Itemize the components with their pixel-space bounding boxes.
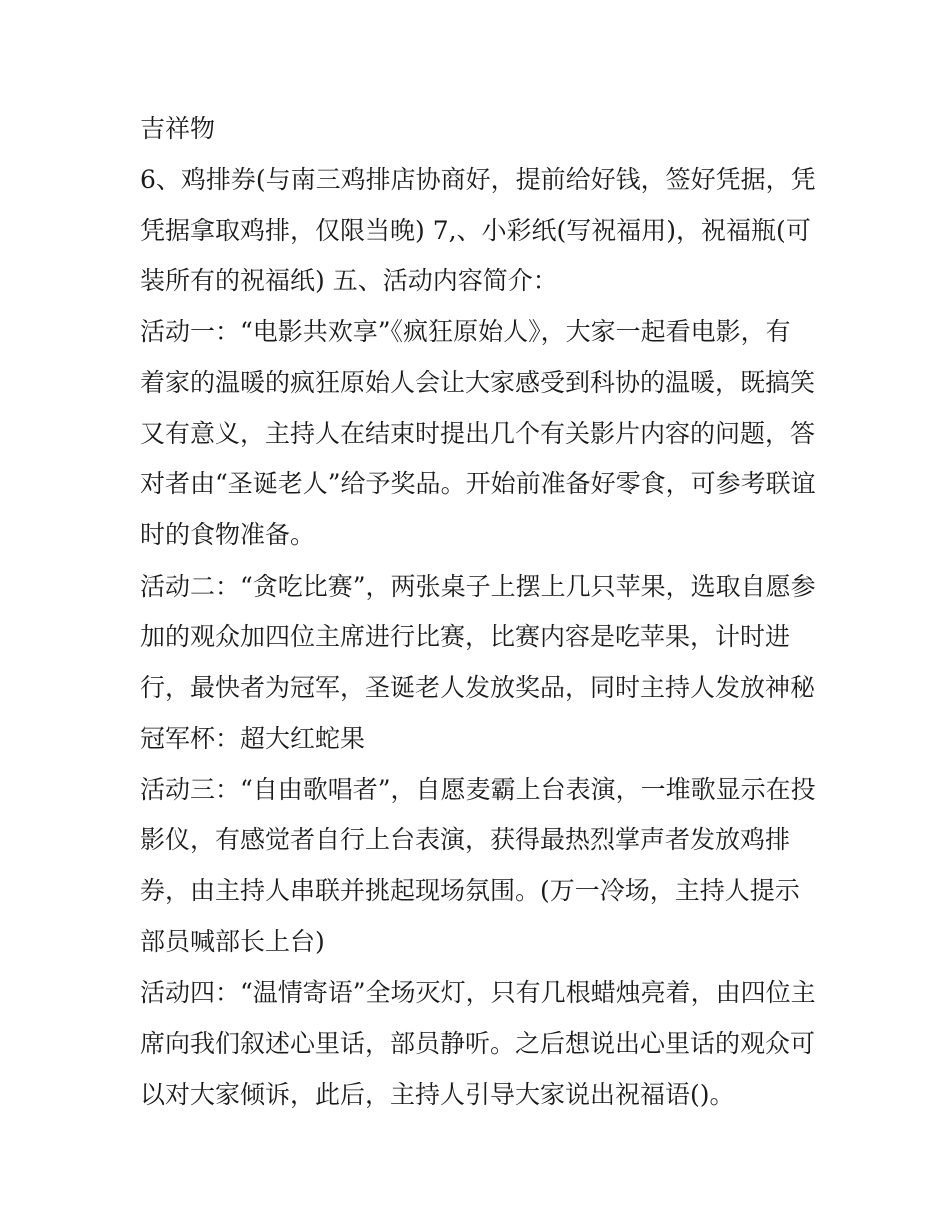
text-line: 冠军杯：超大红蛇果 (140, 724, 366, 753)
text-line: 着家的温暖的疯狂原始人会让大家感受到科协的温暖，既搞笑 (140, 368, 816, 397)
text-line: 6、鸡排券(与南三鸡排店协商好，提前给好钱，签好凭据，凭 (140, 165, 816, 194)
text-line: 券，由主持人串联并挑起现场氛围。(万一冷场，主持人提示 (140, 876, 800, 905)
text-line: 活动三：“自由歌唱者”，自愿麦霸上台表演，一堆歌显示在投 (140, 775, 816, 804)
text-line: 以对大家倾诉，此后，主持人引导大家说出祝福语()。 (140, 1080, 735, 1109)
text-line: 活动四：“温情寄语”全场灭灯，只有几根蜡烛亮着，由四位主 (140, 978, 816, 1007)
text-line: 时的食物准备。 (140, 520, 316, 549)
text-line: 凭据拿取鸡排，仅限当晚) 7,、小彩纸(写祝福用)，祝福瓶(可 (140, 216, 811, 245)
text-line: 又有意义，主持人在结束时提出几个有关影片内容的问题，答 (140, 419, 816, 448)
text-line: 加的观众加四位主席进行比赛，比赛内容是吃苹果，计时进 (140, 622, 791, 651)
text-line: 对者由“圣诞老人”给予奖品。开始前准备好零食，可参考联谊 (140, 469, 816, 498)
text-line: 装所有的祝福纸) 五、活动内容简介： (140, 266, 558, 295)
text-line: 席向我们叙述心里话，部员静听。之后想说出心里话的观众可 (140, 1029, 816, 1058)
text-line: 活动二：“贪吃比赛”，两张桌子上摆上几只苹果，选取自愿参 (140, 572, 816, 601)
text-line: 行，最快者为冠军，圣诞老人发放奖品，同时主持人发放神秘 (140, 673, 816, 702)
text-line: 吉祥物 (140, 114, 216, 143)
text-line: 活动一：“电影共欢享”《疯狂原始人》，大家一起看电影，有 (140, 317, 791, 346)
text-line: 部员喊部长上台) (140, 927, 325, 956)
text-line: 影仪，有感觉者自行上台表演，获得最热烈掌声者发放鸡排 (140, 825, 791, 854)
